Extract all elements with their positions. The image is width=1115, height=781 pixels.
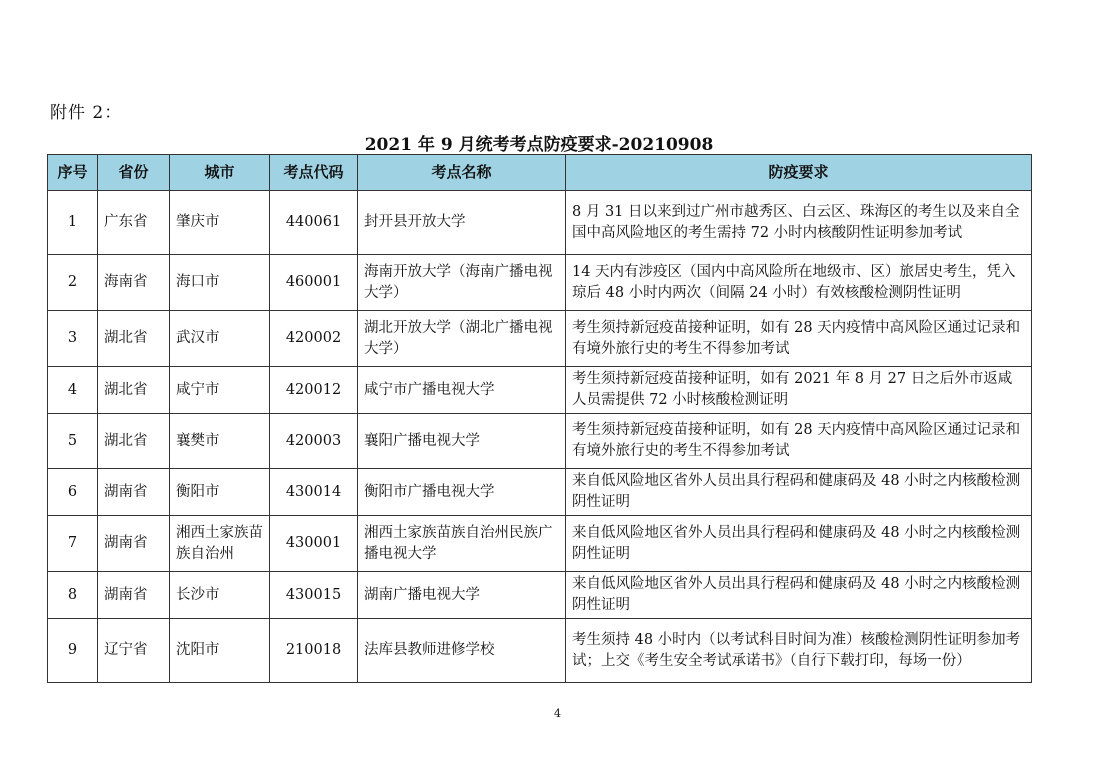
row-code: 430001: [270, 516, 358, 572]
table-row: [48, 367, 1032, 414]
row-requirement: 考生须持 48 小时内（以考试科目时间为准）核酸检测阴性证明参加考试；上交《考生安全考试承诺书》（自行下载打印，每场一份）: [566, 619, 1032, 683]
row-province: 湖北省: [98, 414, 170, 469]
row-name: 湖南广播电视大学: [358, 572, 566, 619]
row-name: 衡阳市广播电视大学: [358, 469, 566, 516]
attachment-label: 附件 2：: [50, 103, 123, 123]
table-row: [48, 469, 1032, 516]
table-row: [48, 414, 1032, 469]
row-name: 湘西土家族苗族自治州民族广播电视大学: [358, 516, 566, 572]
row-requirement: 14 天内有涉疫区（国内中高风险所在地级市、区）旅居史考生，凭入琼后 48 小时内两次（间隔 24 小时）有效核酸检测阴性证明: [566, 255, 1032, 311]
header-code: 考点代码: [270, 155, 358, 191]
row-code: 430014: [270, 469, 358, 516]
row-province: 湖南省: [98, 516, 170, 572]
row-code: 420012: [270, 367, 358, 414]
table-header-row: [48, 155, 1032, 191]
row-requirement: 来自低风险地区省外人员出具行程码和健康码及 48 小时之内核酸检测阴性证明: [566, 516, 1032, 572]
row-num: 1: [48, 191, 98, 255]
row-num: 8: [48, 572, 98, 619]
row-province: 湖南省: [98, 572, 170, 619]
row-province: 湖北省: [98, 367, 170, 414]
row-requirement: 考生须持新冠疫苗接种证明，如有 2021 年 8 月 27 日之后外市返咸人员需提供 72 小时核酸检测证明: [566, 367, 1032, 414]
row-requirement: 来自低风险地区省外人员出具行程码和健康码及 48 小时之内核酸检测阴性证明: [566, 572, 1032, 619]
table-row: [48, 255, 1032, 311]
table-row: [48, 619, 1032, 683]
table-row: [48, 311, 1032, 367]
table-row: [48, 516, 1032, 572]
row-num: 6: [48, 469, 98, 516]
header-requirement: 防疫要求: [566, 155, 1032, 191]
row-code: 430015: [270, 572, 358, 619]
row-city: 肇庆市: [170, 191, 270, 255]
row-requirement: 来自低风险地区省外人员出具行程码和健康码及 48 小时之内核酸检测阴性证明: [566, 469, 1032, 516]
row-code: 440061: [270, 191, 358, 255]
header-name: 考点名称: [358, 155, 566, 191]
row-code: 210018: [270, 619, 358, 683]
row-province: 辽宁省: [98, 619, 170, 683]
row-city: 湘西土家族苗族自治州: [170, 516, 270, 572]
row-name: 襄阳广播电视大学: [358, 414, 566, 469]
row-code: 460001: [270, 255, 358, 311]
row-province: 广东省: [98, 191, 170, 255]
row-city: 海口市: [170, 255, 270, 311]
row-province: 湖北省: [98, 311, 170, 367]
row-city: 沈阳市: [170, 619, 270, 683]
row-city: 武汉市: [170, 311, 270, 367]
table-row: [48, 191, 1032, 255]
header-num: 序号: [48, 155, 98, 191]
header-city: 城市: [170, 155, 270, 191]
row-name: 海南开放大学（海南广播电视大学）: [358, 255, 566, 311]
row-requirement: 8 月 31 日以来到过广州市越秀区、白云区、珠海区的考生以及来自全国中高风险地区的考生需持 72 小时内核酸阴性证明参加考试: [566, 191, 1032, 255]
row-city: 长沙市: [170, 572, 270, 619]
row-num: 2: [48, 255, 98, 311]
row-province: 湖南省: [98, 469, 170, 516]
table-row: [48, 572, 1032, 619]
row-name: 封开县开放大学: [358, 191, 566, 255]
row-name: 法库县教师进修学校: [358, 619, 566, 683]
row-province: 海南省: [98, 255, 170, 311]
row-requirement: 考生须持新冠疫苗接种证明，如有 28 天内疫情中高风险区通过记录和有境外旅行史的考生不得参加考试: [566, 311, 1032, 367]
row-requirement: 考生须持新冠疫苗接种证明，如有 28 天内疫情中高风险区通过记录和有境外旅行史的考生不得参加考试: [566, 414, 1032, 469]
row-num: 4: [48, 367, 98, 414]
row-num: 7: [48, 516, 98, 572]
row-city: 衡阳市: [170, 469, 270, 516]
row-num: 5: [48, 414, 98, 469]
row-name: 咸宁市广播电视大学: [358, 367, 566, 414]
document-title: 2021 年 9 月统考考点防疫要求-20210908: [364, 135, 714, 155]
row-code: 420002: [270, 311, 358, 367]
requirements-table: [47, 154, 1032, 683]
page-number: 4: [554, 707, 561, 720]
row-num: 3: [48, 311, 98, 367]
row-num: 9: [48, 619, 98, 683]
row-name: 湖北开放大学（湖北广播电视大学）: [358, 311, 566, 367]
row-city: 咸宁市: [170, 367, 270, 414]
row-code: 420003: [270, 414, 358, 469]
row-city: 襄樊市: [170, 414, 270, 469]
header-province: 省份: [98, 155, 170, 191]
